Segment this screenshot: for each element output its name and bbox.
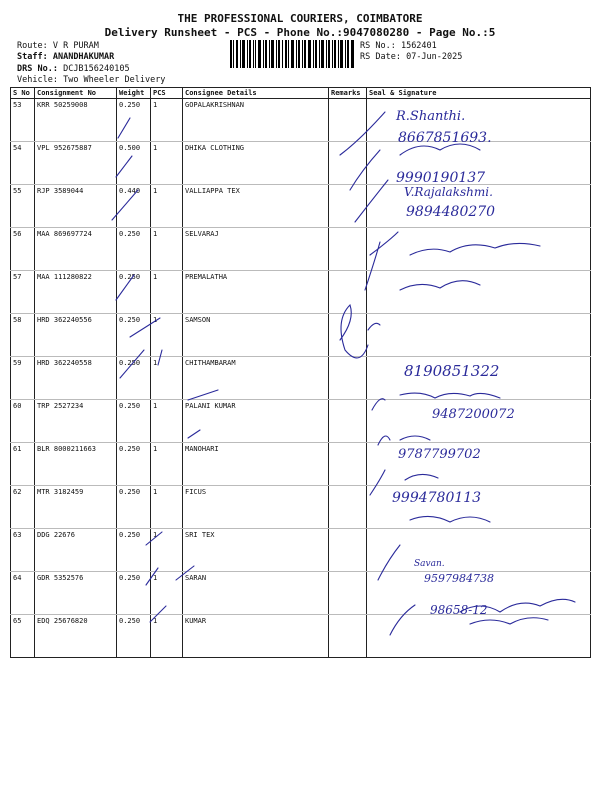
runsheet-table xyxy=(10,87,591,658)
sno-cell: 57 xyxy=(11,271,35,314)
rs-date-value: 07-Jun-2025 xyxy=(406,52,463,62)
sno-cell: 60 xyxy=(11,400,35,443)
staff-value: ANANDHAKUMAR xyxy=(52,52,115,62)
signature-cell xyxy=(367,228,591,271)
signature-cell xyxy=(367,271,591,314)
sno-cell: 62 xyxy=(11,486,35,529)
sno-cell: 65 xyxy=(11,615,35,658)
pcs-cell: 1 xyxy=(151,99,183,142)
consignee-cell: SELVARAJ xyxy=(183,228,329,271)
consignment-cell: MAA 869697724 xyxy=(35,228,117,271)
sno-cell: 56 xyxy=(11,228,35,271)
staff-line xyxy=(17,52,114,62)
route-value: V R PURAM xyxy=(52,41,99,51)
consignment-cell: RJP 3589044 xyxy=(35,185,117,228)
consignment-cell: GDR 5352576 xyxy=(35,572,117,615)
weight-cell: 0.250 xyxy=(117,615,151,658)
consignment-cell: HRD 362240558 xyxy=(35,357,117,400)
table-row xyxy=(11,228,591,271)
consignee-cell: PREMALATHA xyxy=(183,271,329,314)
consignee-cell: VALLIAPPA TEX xyxy=(183,185,329,228)
sno-cell: 63 xyxy=(11,529,35,572)
remarks-cell xyxy=(329,357,367,400)
remarks-cell xyxy=(329,615,367,658)
pcs-cell: 1 xyxy=(151,615,183,658)
pcs-cell: 1 xyxy=(151,486,183,529)
consignee-cell: CHITHAMBARAM xyxy=(183,357,329,400)
weight-cell: 0.250 xyxy=(117,228,151,271)
weight-cell: 0.440 xyxy=(117,185,151,228)
handwritten-phone: 9894480270 xyxy=(406,204,496,220)
consignee-cell: MANOHARI xyxy=(183,443,329,486)
table-row xyxy=(11,357,591,400)
remarks-cell xyxy=(329,529,367,572)
table-header-row xyxy=(11,88,591,99)
consignment-cell: MAA 111280822 xyxy=(35,271,117,314)
weight-cell: 0.250 xyxy=(117,529,151,572)
handwritten-phone: 8190851322 xyxy=(404,362,500,380)
remarks-cell xyxy=(329,443,367,486)
col-header-signature: Seal & Signature xyxy=(367,88,591,99)
sno-cell: 53 xyxy=(11,99,35,142)
remarks-cell xyxy=(329,486,367,529)
consignment-cell: EDQ 25676820 xyxy=(35,615,117,658)
consignment-cell: HRD 362240556 xyxy=(35,314,117,357)
drs-value: DCJB156240105 xyxy=(63,64,130,74)
remarks-cell xyxy=(329,271,367,314)
weight-cell: 0.250 xyxy=(117,271,151,314)
weight-cell: 0.500 xyxy=(117,142,151,185)
signature-cell xyxy=(367,357,591,400)
consignee-cell: DHIKA CLOTHING xyxy=(183,142,329,185)
signature-cell xyxy=(367,99,591,142)
weight-cell: 0.250 xyxy=(117,357,151,400)
consignment-cell: MTR 3182459 xyxy=(35,486,117,529)
signature-cell xyxy=(367,443,591,486)
weight-cell: 0.250 xyxy=(117,572,151,615)
consignee-cell: GOPALAKRISHNAN xyxy=(183,99,329,142)
remarks-cell xyxy=(329,228,367,271)
handwritten-name: V.Rajalakshmi. xyxy=(404,185,493,199)
signature-cell xyxy=(367,615,591,658)
route-line xyxy=(17,41,99,51)
pcs-cell: 1 xyxy=(151,357,183,400)
table-row xyxy=(11,400,591,443)
table-row xyxy=(11,443,591,486)
consignment-cell: BLR 8000211663 xyxy=(35,443,117,486)
handwritten-name: Savan. xyxy=(414,559,445,569)
table-row xyxy=(11,486,591,529)
weight-cell: 0.250 xyxy=(117,99,151,142)
pcs-cell: 1 xyxy=(151,271,183,314)
rs-date-line xyxy=(360,52,462,62)
col-header-weight: Weight xyxy=(117,88,151,99)
rs-no-line xyxy=(360,41,437,51)
weight-cell: 0.250 xyxy=(117,486,151,529)
table-row xyxy=(11,314,591,357)
vehicle-value: Two Wheeler Delivery xyxy=(63,75,166,85)
table-row xyxy=(11,572,591,615)
weight-cell: 0.250 xyxy=(117,314,151,357)
consignment-cell: DDG 22676 xyxy=(35,529,117,572)
drs-label: DRS No.: xyxy=(17,64,58,74)
table-row xyxy=(11,271,591,314)
vehicle-line xyxy=(17,75,165,85)
rs-no-label: RS No.: xyxy=(360,41,396,51)
remarks-cell xyxy=(329,99,367,142)
col-header-consignee: Consignee Details xyxy=(183,88,329,99)
consignee-cell: SARAN xyxy=(183,572,329,615)
consignee-cell: SRI TEX xyxy=(183,529,329,572)
pcs-cell: 1 xyxy=(151,185,183,228)
route-label: Route: xyxy=(17,41,48,51)
pcs-cell: 1 xyxy=(151,443,183,486)
signature-cell xyxy=(367,185,591,228)
handwritten-name: R.Shanthi. xyxy=(396,109,466,124)
runsheet-subtitle: Delivery Runsheet - PCS - Phone No.:9047080280 - Page No.:5 xyxy=(104,26,496,39)
consignee-cell: KUMAR xyxy=(183,615,329,658)
remarks-cell xyxy=(329,400,367,443)
consignee-cell: PALANI KUMAR xyxy=(183,400,329,443)
company-title: THE PROFESSIONAL COURIERS, COIMBATORE xyxy=(177,12,423,25)
pcs-cell: 1 xyxy=(151,228,183,271)
col-header-remarks: Remarks xyxy=(329,88,367,99)
signature-cell xyxy=(367,486,591,529)
signature-cell xyxy=(367,400,591,443)
handwritten-phone: 98658-12 xyxy=(430,603,488,617)
pcs-cell: 1 xyxy=(151,529,183,572)
remarks-cell xyxy=(329,142,367,185)
sno-cell: 58 xyxy=(11,314,35,357)
drs-line xyxy=(17,64,130,74)
remarks-cell xyxy=(329,572,367,615)
sno-cell: 59 xyxy=(11,357,35,400)
signature-cell xyxy=(367,529,591,572)
remarks-cell xyxy=(329,185,367,228)
handwritten-phone: 9487200072 xyxy=(432,407,515,422)
table-row xyxy=(11,529,591,572)
barcode xyxy=(230,40,354,68)
consignment-cell: VPL 952675887 xyxy=(35,142,117,185)
sno-cell: 64 xyxy=(11,572,35,615)
sno-cell: 54 xyxy=(11,142,35,185)
consignment-cell: TRP 2527234 xyxy=(35,400,117,443)
consignment-cell: KRR 50259008 xyxy=(35,99,117,142)
table-row xyxy=(11,615,591,658)
col-header-consignment: Consignment No xyxy=(35,88,117,99)
sno-cell: 61 xyxy=(11,443,35,486)
handwritten-phone: 9990190137 xyxy=(396,170,486,186)
table-row xyxy=(11,142,591,185)
remarks-cell xyxy=(329,314,367,357)
rs-no-value: 1562401 xyxy=(400,41,437,51)
weight-cell: 0.250 xyxy=(117,400,151,443)
vehicle-label: Vehicle: xyxy=(17,75,58,85)
sno-cell: 55 xyxy=(11,185,35,228)
table-row xyxy=(11,99,591,142)
staff-label: Staff: xyxy=(17,52,48,62)
table-row xyxy=(11,185,591,228)
weight-cell: 0.250 xyxy=(117,443,151,486)
consignee-cell: SAMSON xyxy=(183,314,329,357)
col-header-pcs: PCS xyxy=(151,88,183,99)
col-header-sno: S No xyxy=(11,88,35,99)
signature-cell xyxy=(367,142,591,185)
consignee-cell: FICUS xyxy=(183,486,329,529)
rs-date-label: RS Date: xyxy=(360,52,401,62)
pcs-cell: 1 xyxy=(151,572,183,615)
pcs-cell: 1 xyxy=(151,142,183,185)
pcs-cell: 1 xyxy=(151,400,183,443)
signature-cell xyxy=(367,314,591,357)
signature-cell xyxy=(367,572,591,615)
handwritten-phone: 8667851693. xyxy=(398,130,492,146)
handwritten-phone: 9597984738 xyxy=(424,572,494,585)
handwritten-phone: 9787799702 xyxy=(398,447,481,462)
pcs-cell: 1 xyxy=(151,314,183,357)
handwritten-phone: 9994780113 xyxy=(392,490,482,506)
